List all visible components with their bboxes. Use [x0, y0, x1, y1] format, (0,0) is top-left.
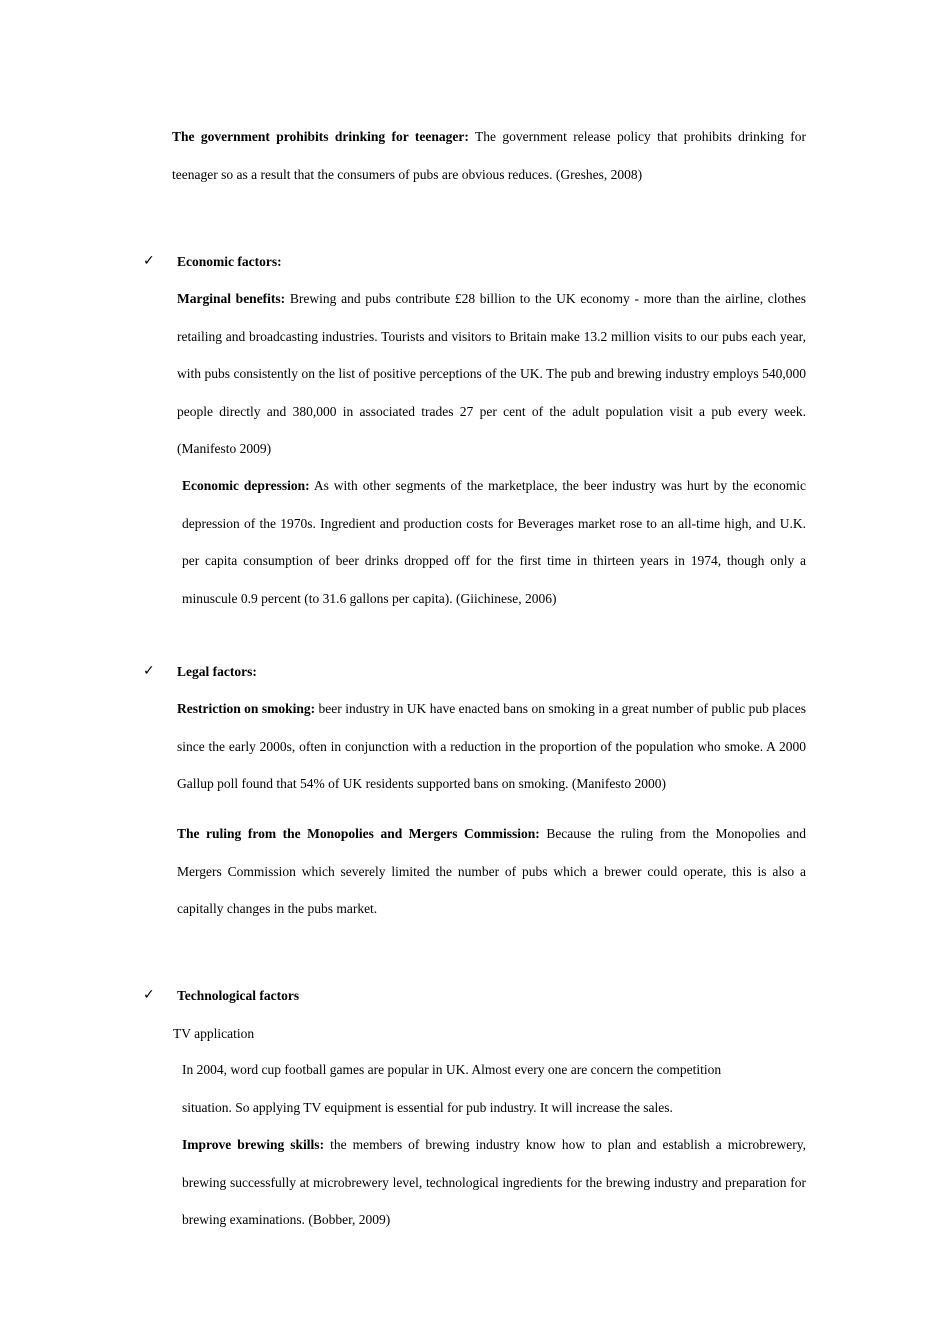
marginal-benefits-paragraph — [177, 280, 806, 468]
economic-depression-text: As with other segments of the marketplace, the beer industry was hurt by the economic depression of the 1970s. Ingredient and production costs for Beverages market rose to an all-time high, and U.K. per capita consumption of beer drinks dropped off for the first time in thirteen years in 1974, though only a minuscule 0.9 percent (to 31.6 gallons per capita). (Giichinese, 2006) — [182, 478, 806, 606]
technological-heading: Technological factors — [177, 988, 300, 1003]
tv-application-label: TV application — [173, 1026, 255, 1041]
monopolies-label: The ruling from the Monopolies and Mergers Commission: — [177, 826, 540, 841]
smoking-label: Restriction on smoking: — [177, 701, 316, 716]
check-icon: ✓ — [143, 987, 155, 1003]
intro-text: The government release policy that prohibits drinking for teenager so as a result that the consumers of pubs are obvious reduces. (Greshes, 2008) — [172, 129, 807, 182]
tv-application-text: In 2004, word cup football games are popular in UK. Almost every one are concern the competition situation. So applying TV equipment is essential for pub industry. It will increase the sales. — [182, 1062, 722, 1115]
marginal-benefits-text: Brewing and pubs contribute £28 billion to the UK economy - more than the airline, clothes retailing and broadcasting industries. Tourists and visitors to Britain make 13.2 million visits to our pubs each year, with pubs consistently on the list of positive perceptions of the UK. The pub and brewing industry employs 540,000 people directly and 380,000 in associated trades 27 per cent of the adult population visit a pub every week. (Manifesto 2009) — [177, 291, 807, 456]
tv-application-paragraph — [182, 1051, 742, 1126]
economic-depression-paragraph — [182, 467, 806, 617]
brewing-skills-label: Improve brewing skills: — [182, 1137, 325, 1152]
smoking-text: beer industry in UK have enacted bans on smoking in a great number of public pub places since the early 2000s, often in conjunction with a reduction in the proportion of the population who smoke. A 2000 Gallup poll found that 54% of UK residents supported bans on smoking. (Manifesto 2000) — [177, 701, 807, 791]
check-icon: ✓ — [143, 663, 155, 679]
check-icon: ✓ — [143, 253, 155, 269]
brewing-skills-paragraph — [182, 1126, 806, 1239]
monopolies-paragraph — [177, 815, 806, 928]
marginal-benefits-label: Marginal benefits: — [177, 291, 286, 306]
economic-depression-label: Economic depression: — [182, 478, 310, 493]
legal-heading: Legal factors: — [177, 664, 257, 679]
intro-label: The government prohibits drinking for teenager: — [172, 129, 469, 144]
economic-heading: Economic factors: — [177, 254, 282, 269]
monopolies-text: Because the ruling from the Monopolies and Mergers Commission which severely limited the number of pubs which a brewer could operate, this is also a capitally changes in the pubs market. — [177, 826, 806, 916]
smoking-paragraph — [177, 690, 806, 803]
intro-paragraph — [172, 118, 806, 193]
brewing-skills-text: the members of brewing industry know how to plan and establish a microbrewery, brewing successfully at microbrewery level, technological ingredients for the brewing industry and preparation for brewing examinations. (Bobber, 2009) — [182, 1137, 806, 1227]
